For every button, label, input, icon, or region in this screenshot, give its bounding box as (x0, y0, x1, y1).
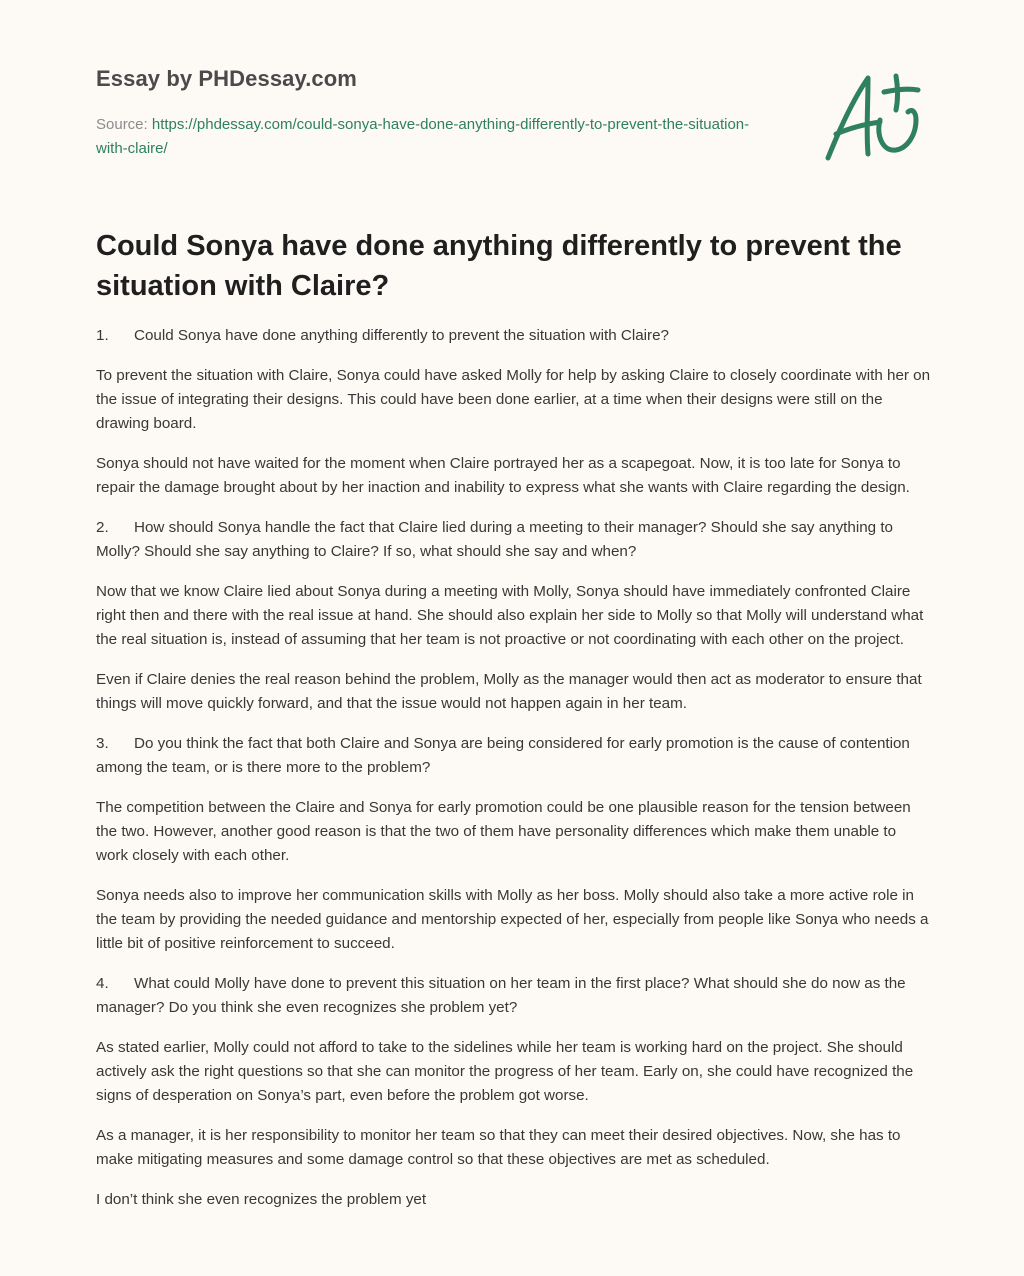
source-label: Source: (96, 116, 152, 133)
question-text: What could Molly have done to prevent this situation on her team in the first place? What should she do now as the manager? Do you think she even recognizes she problem yet? (96, 975, 906, 1016)
site-brand: Essay by PHDessay.com (96, 66, 357, 91)
question-2 (96, 516, 932, 564)
question-3 (96, 732, 932, 780)
question-1 (96, 324, 932, 348)
paragraph: Sonya should not have waited for the moment when Claire portrayed her as a scapegoat. Now, it is too late for Sonya to repair the damage brought about by her inaction and inability to express what she wants with Claire regarding the design. (96, 455, 910, 496)
essay-title: Could Sonya have done anything differently to prevent the situation with Claire? (96, 230, 902, 302)
question-number: 1. (96, 327, 109, 344)
source-line (96, 113, 756, 161)
a-plus-grade-icon (822, 68, 926, 164)
question-number: 3. (96, 735, 109, 752)
paragraph: As stated earlier, Molly could not afford to take to the sidelines while her team is working hard on the project. She should actively ask the right questions so that she can monitor the progress of her team. Early on, she could have recognized the signs of desperation on Sonya’s part, even before the problem got worse. (96, 1039, 914, 1104)
question-number: 4. (96, 975, 109, 992)
essay-body (96, 324, 932, 1228)
question-number: 2. (96, 519, 109, 536)
paragraph: To prevent the situation with Claire, Sonya could have asked Molly for help by asking Claire to closely coordinate with her on the issue of integrating their designs. This could have been done earlier, at a time when their designs were still on the drawing board. (96, 367, 931, 432)
paragraph: I don’t think she even recognizes the problem yet (96, 1191, 427, 1208)
question-text: Could Sonya have done anything differently to prevent the situation with Claire? (134, 327, 669, 344)
question-text: Do you think the fact that both Claire and Sonya are being considered for early promotion is the cause of contention among the team, or is there more to the problem? (96, 735, 910, 776)
paragraph: The competition between the Claire and Sonya for early promotion could be one plausible reason for the tension between the two. However, another good reason is that the two of them have personality differences which make them unable to work closely with each other. (96, 799, 911, 864)
question-4 (96, 972, 932, 1020)
paragraph: Sonya needs also to improve her communication skills with Molly as her boss. Molly should also take a more active role in the team by providing the needed guidance and mentorship expected of her, especially from people like Sonya who needs a little bit of positive reinforcement to succeed. (96, 887, 929, 952)
paragraph: Even if Claire denies the real reason behind the problem, Molly as the manager would then act as moderator to ensure that things will move quickly forward, and that the issue would not happen again in her team. (96, 671, 922, 712)
source-link[interactable]: https://phdessay.com/could-sonya-have-done-anything-differently-to-prevent-the-situation-with-claire/ (96, 116, 750, 157)
paragraph: As a manager, it is her responsibility to monitor her team so that they can meet their desired objectives. Now, she has to make mitigating measures and some damage control so that these objectives are met as scheduled. (96, 1127, 901, 1168)
paragraph: Now that we know Claire lied about Sonya during a meeting with Molly, Sonya should have immediately confronted Claire right then and there with the real issue at hand. She should also explain her side to Molly so that Molly will understand what the real situation is, instead of assuming that her team is not proactive or not coordinating with each other on the project. (96, 583, 924, 648)
question-text: How should Sonya handle the fact that Claire lied during a meeting to their manager? Should she say anything to Molly? Should she say anything to Claire? If so, what should she say and when? (96, 519, 894, 560)
